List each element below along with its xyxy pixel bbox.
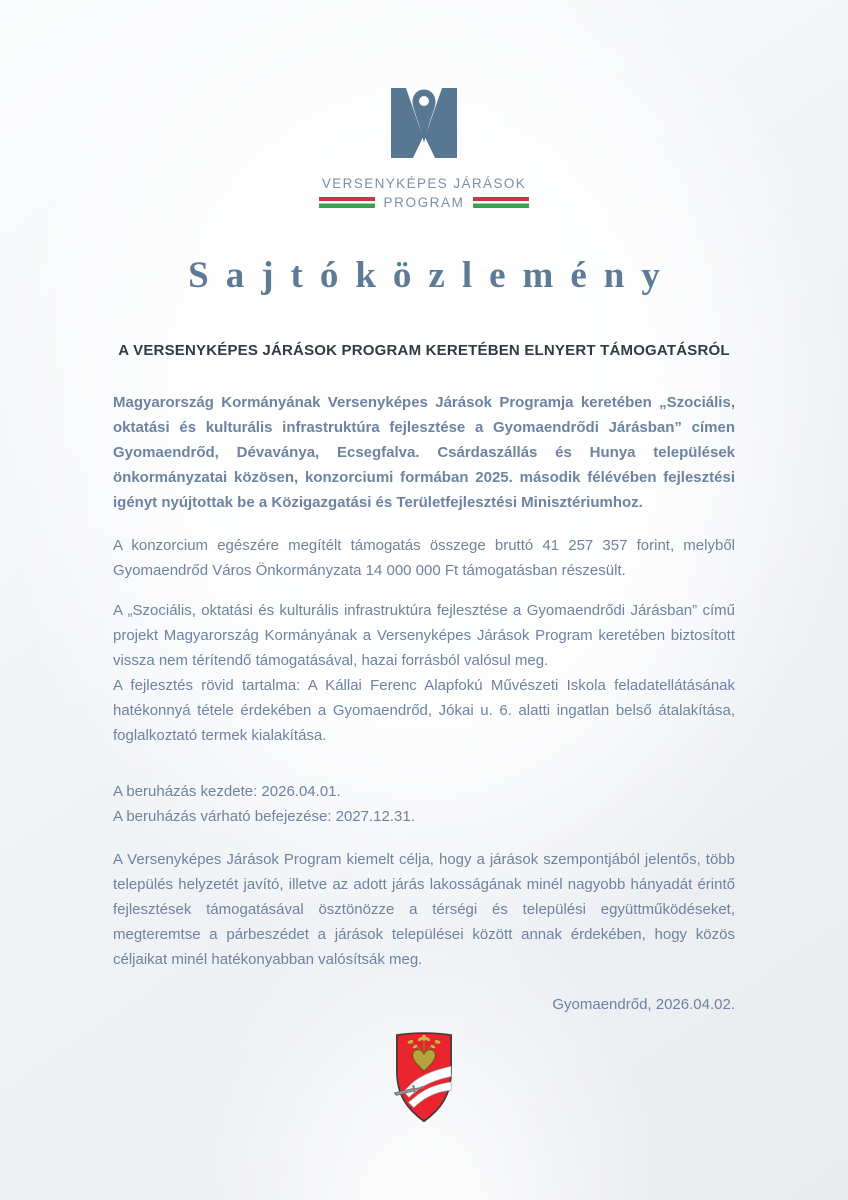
page-subtitle: A VERSENYKÉPES JÁRÁSOK PROGRAM KERETÉBEN ELNYERT TÁMOGATÁSRÓL	[118, 342, 730, 359]
hungarian-flag-stripe-left-icon	[319, 197, 375, 208]
project-paragraph: A „Szociális, oktatási és kulturális infrastruktúra fejlesztése a Gyomaendrődi Járásban” című projekt Magyarország Kormányának a Versenyképes Járások Program keretében biztosított vissza nem térítendő támogatásával, hazai forrásból valósul meg.	[113, 602, 735, 669]
footer	[113, 1029, 735, 1131]
press-release-body	[113, 390, 735, 1017]
signature-line: Gyomaendrőd, 2026.04.02.	[552, 996, 735, 1013]
end-date-line: A beruházás várható befejezése: 2027.12.31.	[113, 808, 415, 825]
grant-amount-paragraph: A konzorcium egészére megítélt támogatás összege bruttó 41 257 357 forint, melyből Gyomaendrőd Város Önkormányzata 14 000 000 Ft támogatásban részesült.	[113, 537, 735, 579]
logo-wordmark-line1: VERSENYKÉPES JÁRÁSOK	[321, 176, 527, 191]
project-detail-paragraph: A fejlesztés rövid tartalma: A Kállai Ferenc Alapfokú Művészeti Iskola feladatellátásának hatékonnyá tétele érdekében a Gyomaendrőd, Jókai u. 6. alatti ingatlan belső átalakítása, foglalkoztató termek kialakítása.	[113, 677, 735, 744]
page-title: Sajtóközlemény	[188, 255, 677, 296]
program-logo	[113, 88, 735, 210]
start-date-line: A beruházás kezdete: 2026.04.01.	[113, 783, 341, 800]
logo-wordmark-row	[113, 195, 735, 210]
location-pin-icon	[391, 88, 457, 166]
logo-wordmark-line2: PROGRAM	[383, 195, 465, 210]
lead-paragraph: Magyarország Kormányának Versenyképes Járások Programja keretében „Szociális, oktatási és kulturális infrastruktúra fejlesztése a Gyomaendrődi Járásban” címen Gyomaendrőd, Dévaványa, Ecsegfalva. Csárdaszállás és Hunya települések önkormányzatai közösen, konzorciumi formában 2025. második félévében fejlesztési igényt nyújtottak be a Közigazgatási és Területfejlesztési Minisztériumhoz.	[113, 394, 735, 511]
gyomaendrod-coat-of-arms	[390, 1029, 458, 1126]
closing-paragraph: A Versenyképes Járások Program kiemelt célja, hogy a járások szempontjából jelentős, több település helyzetét javító, illetve az adott járás lakosságának minél nagyobb hányadát érintő fejlesztések támogatásával ösztönözze a térségi és települési együttműködéseket, megteremtse a párbeszédet a járások települései között annak érdekében, hogy közös céljaikat minél hatékonyabban valósítsák meg.	[113, 851, 735, 968]
hungarian-flag-stripe-right-icon	[473, 197, 529, 208]
